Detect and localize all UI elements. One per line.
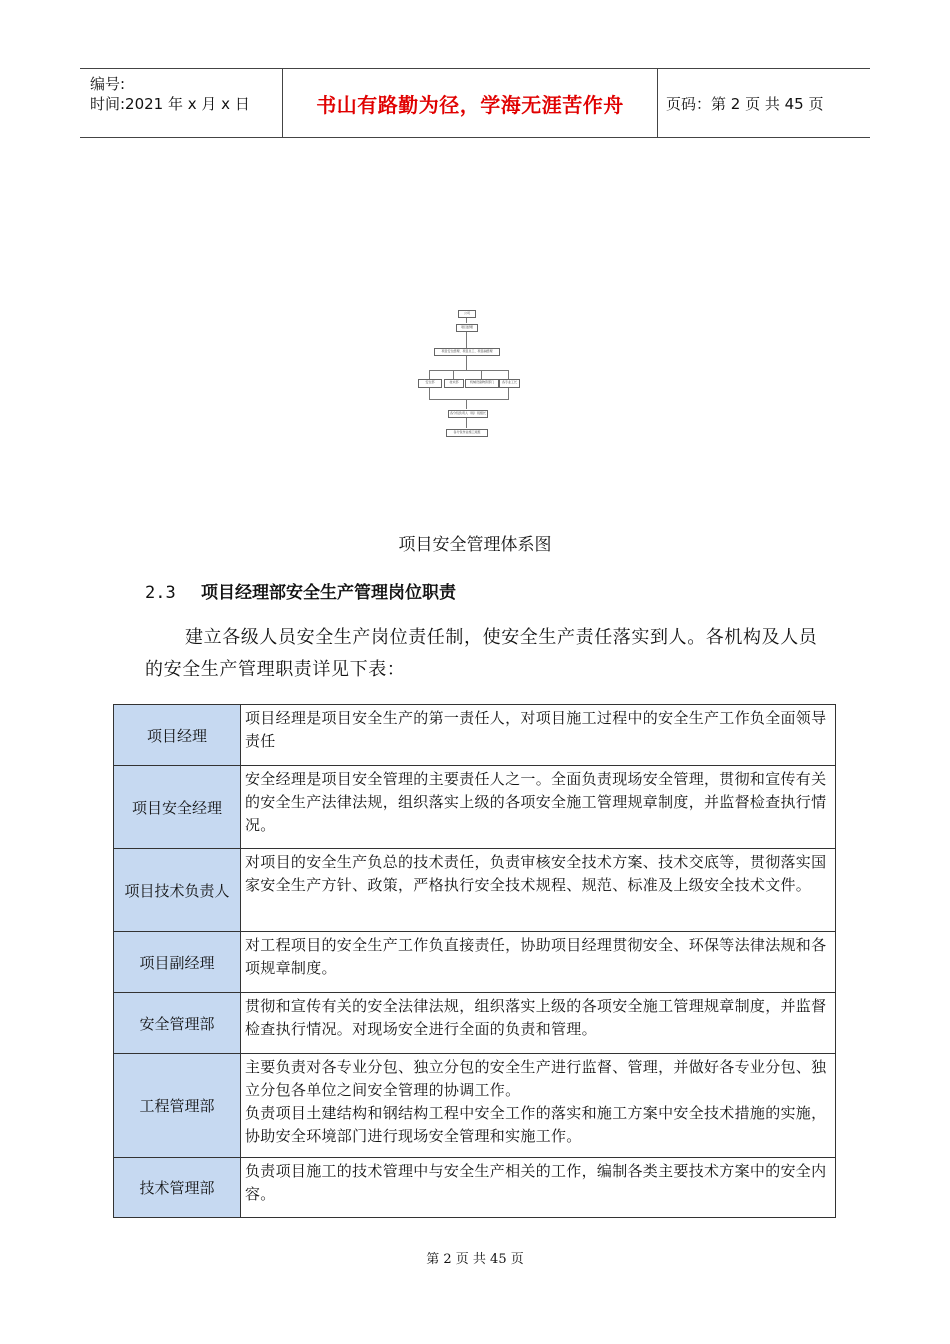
- connector-line: [453, 370, 454, 379]
- diagram-box-safety-dept: 安全部: [418, 379, 442, 388]
- section-number: 2.3: [145, 583, 176, 603]
- duty-cell: [241, 932, 836, 993]
- duty-cell: [241, 766, 836, 849]
- role-cell: 项目技术负责人: [114, 849, 241, 932]
- role-cell: 工程管理部: [114, 1054, 241, 1158]
- connector-line: [508, 387, 509, 399]
- table-row: [114, 766, 836, 849]
- diagram-box-company: 公司: [458, 310, 476, 318]
- header-meta: [80, 69, 282, 137]
- role-cell: 项目经理: [114, 705, 241, 766]
- header-motto: 书山有路勤为径，学海无涯苦作舟: [282, 69, 658, 137]
- table-row: [114, 993, 836, 1054]
- diagram-box-tech-dept: 技术部: [444, 379, 464, 388]
- section-heading: [145, 578, 456, 603]
- diagram-box-foremen: 各专业工长: [499, 379, 520, 388]
- duty-text: 安全经理是项目安全管理的主要责任人之一。全面负责现场安全管理，贯彻和宣传有关的安全生产法律法规，组织落实上级的各项安全施工管理规章制度，并监督检查执行情况。: [245, 770, 827, 834]
- page-footer: 第 2 页 共 45 页: [426, 1252, 524, 1267]
- connector-line: [429, 370, 509, 371]
- time-label: 时间:2021 年 x 月 x 日: [90, 95, 250, 113]
- connector-line: [429, 370, 430, 379]
- duty-cell: [241, 993, 836, 1054]
- diagram-caption: 项目安全管理体系图: [398, 535, 552, 555]
- number-label: 编号:: [90, 75, 126, 93]
- diagram-box-subcontract-leaders: 各分包负责人（班）班组长: [448, 410, 488, 418]
- duty-cell: [241, 1158, 836, 1218]
- role-cell: 项目副经理: [114, 932, 241, 993]
- duty-cell: [241, 1054, 836, 1158]
- connector-line: [481, 370, 482, 379]
- connector-line: [466, 331, 467, 348]
- role-cell: 技术管理部: [114, 1158, 241, 1218]
- table-row: [114, 849, 836, 932]
- connector-line: [429, 399, 509, 400]
- responsibility-table: [113, 704, 836, 1218]
- table-row: [114, 705, 836, 766]
- diagram-box-equipment-dept: 机械设备物资部门: [465, 379, 499, 388]
- section-title: 项目经理部安全生产管理岗位职责: [201, 583, 456, 603]
- connector-line: [429, 387, 430, 399]
- diagram-box-work-teams: 各分包作业施工班组: [446, 429, 488, 437]
- duty-cell: [241, 705, 836, 766]
- safety-management-diagram: [415, 306, 519, 442]
- connector-line: [508, 370, 509, 379]
- table-row: [114, 1054, 836, 1158]
- duty-text: 项目经理是项目安全生产的第一责任人，对项目施工过程中的安全生产工作负全面领导责任: [245, 709, 827, 750]
- duty-cell: [241, 849, 836, 932]
- duty-text: 负责项目土建结构和钢结构工程中安全工作的落实和施工方案中安全技术措施的实施，协助安全环境部门进行现场安全管理和实施工作。: [245, 1104, 827, 1145]
- duty-text: 主要负责对各专业分包、独立分包的安全生产进行监督、管理，并做好各专业分包、独立分包各单位之间安全管理的协调工作。: [245, 1058, 827, 1099]
- connector-line: [466, 356, 467, 370]
- connector-line: [466, 417, 467, 428]
- duty-text: 贯彻和宣传有关的安全法律法规，组织落实上级的各项安全施工管理规章制度，并监督检查执行情况。对现场安全进行全面的负责和管理。: [245, 997, 827, 1038]
- table-row: [114, 1158, 836, 1218]
- duty-text: 对项目的安全生产负总的技术责任，负责审核安全技术方案、技术交底等，贯彻落实国家安全生产方针、政策，严格执行安全技术规程、规范、标准及上级安全技术文件。: [245, 853, 827, 894]
- table-row: [114, 932, 836, 993]
- intro-paragraph: 建立各级人员安全生产岗位责任制，使安全生产责任落实到人。各机构及人员的安全生产管理职责详见下表：: [145, 627, 818, 680]
- page-header: [80, 68, 870, 138]
- header-page-info: 页码：第 2 页 共 45 页: [666, 94, 824, 113]
- role-cell: 安全管理部: [114, 993, 241, 1054]
- role-cell: 项目安全经理: [114, 766, 241, 849]
- diagram-box-project-manager: 项目经理: [456, 324, 478, 332]
- connector-line: [466, 399, 467, 409]
- duty-text: 负责项目施工的技术管理中与安全生产相关的工作，编制各类主要技术方案中的安全内容。: [245, 1162, 827, 1203]
- diagram-box-deputies: 项目安全经理、项目总工、项目副经理: [434, 348, 500, 356]
- duty-text: 对工程项目的安全生产工作负直接责任，协助项目经理贯彻安全、环保等法律法规和各项规章制度。: [245, 936, 827, 977]
